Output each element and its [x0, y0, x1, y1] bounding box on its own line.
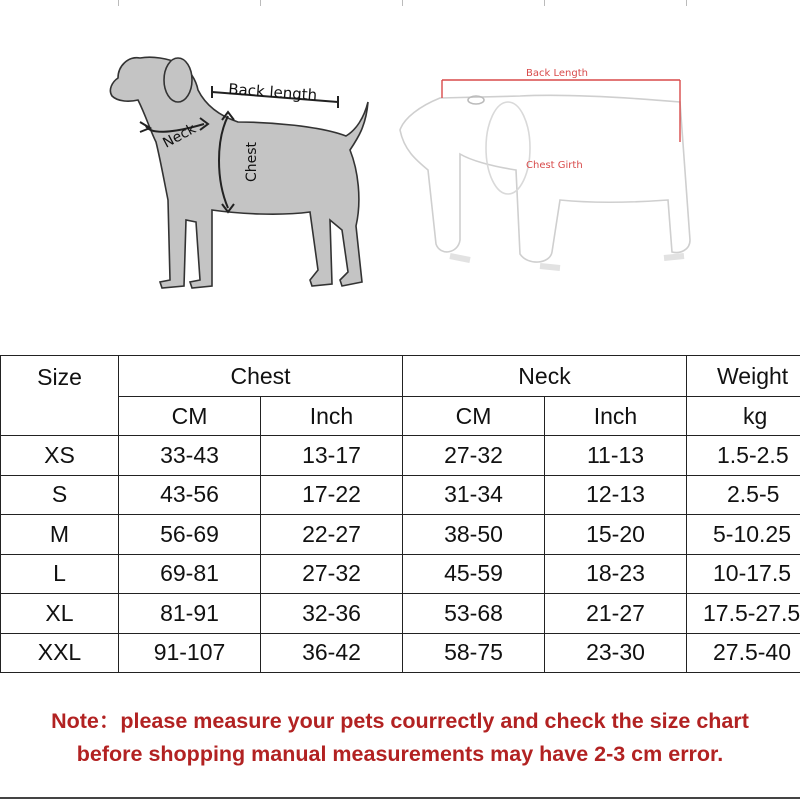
cell-chest-cm: 33-43 — [119, 436, 261, 476]
cell-neck-inch: 15-20 — [545, 515, 687, 555]
cell-chest-cm: 43-56 — [119, 475, 261, 515]
back-length-label-right: Back Length — [526, 68, 588, 79]
cell-weight: 2.5-5 — [687, 475, 800, 515]
table-row — [1, 515, 800, 555]
neck-label: Neck — [160, 121, 199, 152]
measurement-illustration — [0, 30, 800, 330]
cell-size: XXL — [1, 633, 119, 673]
cell-chest-inch: 22-27 — [261, 515, 403, 555]
cell-chest-inch: 13-17 — [261, 436, 403, 476]
chest-girth-label: Chest Girth — [526, 160, 583, 171]
subheader-neck-cm: CM — [403, 397, 545, 436]
subheader-weight-kg: kg — [687, 397, 800, 436]
cell-weight: 27.5-40 — [687, 633, 800, 673]
note-line-1: Note：please measure your pets courrectly and check the size chart — [51, 709, 749, 733]
table-row — [1, 554, 800, 594]
size-note — [0, 705, 800, 771]
cell-size: S — [1, 475, 119, 515]
cell-chest-inch: 32-36 — [261, 594, 403, 634]
table-row — [1, 475, 800, 515]
cell-neck-cm: 27-32 — [403, 436, 545, 476]
cell-chest-cm: 81-91 — [119, 594, 261, 634]
header-size: Size — [1, 356, 119, 436]
subheader-chest-inch: Inch — [261, 397, 403, 436]
cell-neck-inch: 11-13 — [545, 436, 687, 476]
cell-weight: 1.5-2.5 — [687, 436, 800, 476]
cell-neck-cm: 45-59 — [403, 554, 545, 594]
cell-size: M — [1, 515, 119, 555]
cell-chest-inch: 36-42 — [261, 633, 403, 673]
back-length-measure-line — [442, 80, 680, 142]
cell-weight: 10-17.5 — [687, 554, 800, 594]
cell-chest-cm: 56-69 — [119, 515, 261, 555]
top-rule — [0, 0, 800, 6]
cell-neck-inch: 12-13 — [545, 475, 687, 515]
cell-weight: 17.5-27.5 — [687, 594, 800, 634]
cell-neck-cm: 53-68 — [403, 594, 545, 634]
table-row — [1, 594, 800, 634]
bottom-rule — [0, 797, 800, 799]
note-line-2: before shopping manual measurements may have 2-3 cm error. — [76, 742, 724, 766]
cell-chest-cm: 69-81 — [119, 554, 261, 594]
header-neck: Neck — [403, 356, 687, 397]
cell-chest-inch: 17-22 — [261, 475, 403, 515]
cell-size: L — [1, 554, 119, 594]
header-chest: Chest — [119, 356, 403, 397]
cell-neck-cm: 58-75 — [403, 633, 545, 673]
cell-neck-cm: 38-50 — [403, 515, 545, 555]
table-row — [1, 633, 800, 673]
subheader-chest-cm: CM — [119, 397, 261, 436]
cell-neck-inch: 18-23 — [545, 554, 687, 594]
size-chart-table — [0, 355, 800, 673]
table-header-row — [1, 356, 800, 397]
cell-neck-inch: 23-30 — [545, 633, 687, 673]
subheader-neck-inch: Inch — [545, 397, 687, 436]
cell-size: XL — [1, 594, 119, 634]
back-length-label: Back length — [227, 80, 318, 105]
cell-size: XS — [1, 436, 119, 476]
cell-weight: 5-10.25 — [687, 515, 800, 555]
cell-chest-cm: 91-107 — [119, 633, 261, 673]
garment-sketch — [400, 95, 690, 268]
header-weight: Weight — [687, 356, 800, 397]
chest-label: Chest — [244, 141, 260, 182]
cell-neck-inch: 21-27 — [545, 594, 687, 634]
cell-chest-inch: 27-32 — [261, 554, 403, 594]
table-subheader-row — [1, 397, 800, 436]
cell-neck-cm: 31-34 — [403, 475, 545, 515]
table-row — [1, 436, 800, 476]
